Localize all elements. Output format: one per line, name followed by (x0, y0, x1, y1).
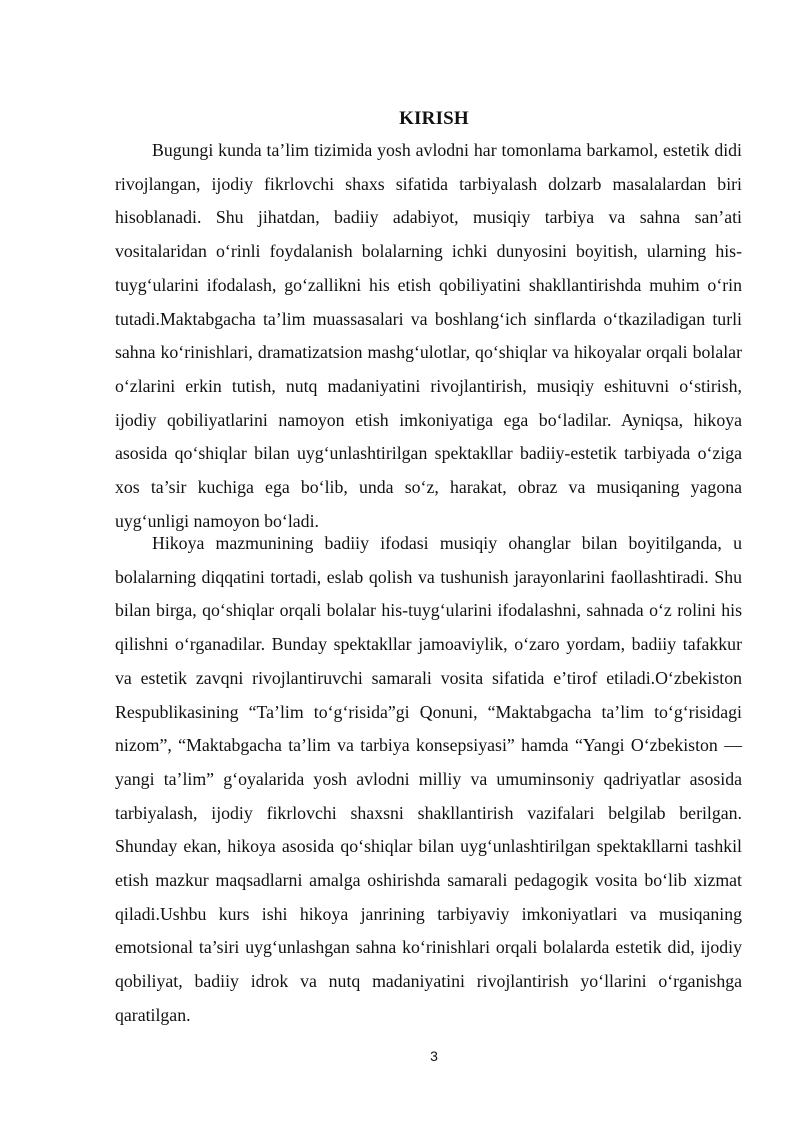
paragraph-1-container (115, 134, 742, 538)
section-title: KIRISH (399, 108, 469, 129)
paragraph: Bugungi kunda ta’lim tizimida yosh avlodni har tomonlama barkamol, estetik didi rivojlangan, ijodiy fikrlovchi shaxs sifatida tarbiyalash dolzarb masalalardan biri hisoblanadi. Shu jihatdan, badiiy adabiyot, musiqiy tarbiya va sahna san’ati vositalaridan o‘rinli foydalanish bolalarning ichki dunyosini boyitish, ularning his-tuyg‘ularini ifodalash, go‘zallikni his etish qobiliyatini shakllantirishda muhim o‘rin tutadi.Maktabgacha ta’lim muassasalari va boshlang‘ich sinflarda o‘tkaziladigan turli sahna ko‘rinishlari, dramatizatsion mashg‘ulotlar, qo‘shiqlar va hikoyalar orqali bolalar o‘zlarini erkin tutish, nutq madaniyatini rivojlantirish, musiqiy eshituvni o‘stirish, ijodiy qobiliyatlarini namoyon etish imkoniyatiga ega bo‘ladilar. Ayniqsa, hikoya asosida qo‘shiqlar bilan uyg‘unlashtirilgan spektakllar badiiy-estetik tarbiyada o‘ziga xos ta’sir kuchiga ega bo‘lib, unda so‘z, harakat, obraz va musiqaning yagona uyg‘unligi namoyon bo‘ladi. (115, 140, 742, 531)
paragraph-2-container (115, 527, 742, 1033)
paragraph: Hikoya mazmunining badiiy ifodasi musiqiy ohanglar bilan boyitilganda, u bolalarning diqqatini tortadi, eslab qolish va tushunish jarayonlarini faollashtiradi. Shu bilan birga, qo‘shiqlar orqali bolalar his-tuyg‘ularini ifodalashni, sahnada o‘z rolini his qilishni o‘rganadilar. Bunday spektakllar jamoaviylik, o‘zaro yordam, badiiy tafakkur va estetik zavqni rivojlantiruvchi samarali vosita sifatida e’tirof etiladi.O‘zbekiston Respublikasining “Ta’lim to‘g‘risida”gi Qonuni, “Maktabgacha ta’lim to‘g‘risidagi nizom”, “Maktabgacha ta’lim va tarbiya konsepsiyasi” hamda “Yangi O‘zbekiston — yangi ta’lim” g‘oyalarida yosh avlodni milliy va umuminsoniy qadriyatlar asosida tarbiyalash, ijodiy fikrlovchi shaxsni shakllantirish vazifalari belgilab berilgan. Shunday ekan, hikoya asosida qo‘shiqlar bilan uyg‘unlashtirilgan spektakllarni tashkil etish mazkur maqsadlarni amalga oshirishda samarali pedagogik vosita bo‘lib xizmat qiladi.Ushbu kurs ishi hikoya janrining tarbiyaviy imkoniyatlari va musiqaning emotsional ta’siri uyg‘unlashgan sahna ko‘rinishlari orqali bolalarda estetik did, ijodiy qobiliyat, badiiy idrok va nutq madaniyatini rivojlantirish yo‘llarini o‘rganishga qaratilgan. (115, 533, 742, 1025)
page-number: 3 (430, 1048, 438, 1064)
